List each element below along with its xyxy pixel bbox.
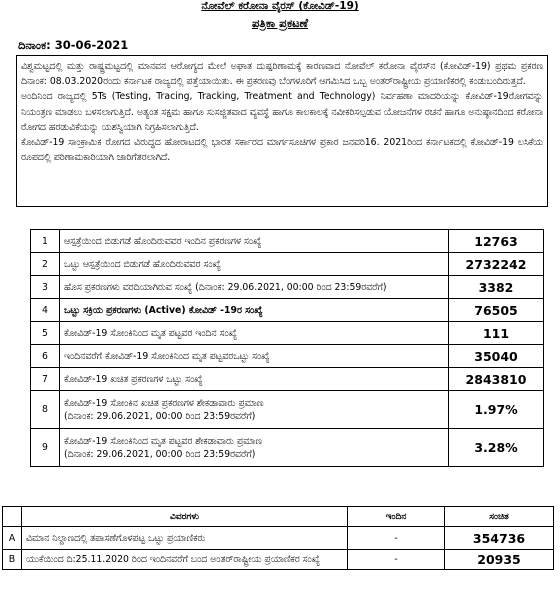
header-cumulative: ಸಂಚಿತ [445,507,554,527]
document-date: ದಿನಾಂಕ: 30-06-2021 [18,38,129,52]
row-number: 9 [31,429,60,467]
row-label: A [3,527,22,550]
table-row [31,429,544,467]
row-value: 2732242 [449,253,544,276]
travel-table [2,506,554,570]
table-row [31,230,544,253]
row-description: ಕೋವಿಡ್-19 ಸೋಂಕಿನಿಂದ ಮೃತ ಪಟ್ಟವರ ಇಂದಿನ ಸಂಖ್ಯೆ [60,322,449,345]
row-description [60,429,449,467]
table-row [31,345,544,368]
stats-table [30,229,544,467]
table-row [31,391,544,429]
row-description: ಒಟ್ಟು ಆಸ್ಪತ್ರೆಯಿಂದ ಬಿಡುಗಡೆ ಹೊಂದಿರುವವರ ಸಂಖ್ಯೆ [60,253,449,276]
header-blank [3,507,22,527]
document-subtitle: ಪತ್ರಿಕಾ ಪ್ರಕಟಣೆ [251,16,309,30]
row-number: 1 [31,230,60,253]
row-description: ಇಂದಿನವರೆಗೆ ಕೋವಿಡ್-19 ಸೋಂಕಿನಿಂದ ಮೃತ ಪಟ್ಟವರಒಟ್ಟು ಸಂಖ್ಯೆ [60,345,449,368]
table-header-row [3,507,554,527]
table-row [31,253,544,276]
row-cumulative: 20935 [445,550,554,570]
intro-paragraph-1: ವಿಶ್ವಮಟ್ಟದಲ್ಲಿ ಮತ್ತು ರಾಷ್ಟ್ರಮಟ್ಟದಲ್ಲಿ ಮಾನವನ ಆರೋಗ್ಯದ ಮೇಲೆ ಅಘಾತ ದುಷ್ಪರಿಣಾಮಕ್ಕೆ ಕಾರಣವಾದ ನೋವೆಲ್ ಕರೋನಾ ವೈರಸ್‌ನ (ಕೋವಿಡ್-19) ಪ್ರಥಮ ಪ್ರಕರಣ ದಿನಾಂಕ: 08.03.2020ರಂದು ಕರ್ನಾಟಕ ರಾಜ್ಯದಲ್ಲಿ ಪತ್ತೆಯಾಯಿತು. ಈ ಪ್ರಕರಣವು ಬೆಂಗಳೂರಿಗೆ ಆಗಮಿಸಿದ ಒಬ್ಬ ಅಂತರ್‌ರಾಷ್ಟ್ರೀಯ ಪ್ರಯಾಣಿಕರಲ್ಲಿ ಕಂಡುಬಂದಿರುತ್ತದೆ. [21,61,543,88]
row-number: 4 [31,299,60,322]
intro-paragraph-2: ಅಂದಿನಿಂದ ರಾಜ್ಯದಲ್ಲಿ 5Ts (Testing, Tracing, Tracking, Treatment and Technology) ನಿರ್ವಹಣಾ ಮಾದರಿಯನ್ನು ಕೋವಿಡ್-19ರೋಗವನ್ನು ನಿಯಂತ್ರಣ ಮಾಡಲು ಬಳಸಲಾಗುತ್ತಿದೆ. ಅತ್ಯಂತ ಸಕ್ಷಮ ಹಾಗೂ ಸುಸಜ್ಜಿತವಾದ ವ್ಯವಸ್ಥೆ ಹಾಗೂ ಕಾಲಕಾಲಕ್ಕೆ ನವೀಕರಿಸಲ್ಪಡುವ ಯೋಜನೆಗಳ ರಚನೆ ಹಾಗೂ ಅನುಷ್ಠಾನದಿಂದ ಕರೋನಾ ರೋಗದ ಹರಡುವಿಕೆಯನ್ನು ಯಶಸ್ವಿಯಾಗಿ ನಿಗ್ರಹಿಸಲಾಗುತ್ತಿದೆ. [21,91,543,133]
row-value: 12763 [449,230,544,253]
row-number: 8 [31,391,60,429]
header-details: ವಿವರಗಳು [22,507,348,527]
row-description: ಒಟ್ಟು ಸಕ್ರಿಯ ಪ್ರಕರಣಗಳು (Active) ಕೋವಿಡ್ -19ರ ಸಂಖ್ಯೆ [60,299,449,322]
row-description: ಆಸ್ಪತ್ರೆಯಿಂದ ಬಿಡುಗಡೆ ಹೊಂದಿರುವವರ ಇಂದಿನ ಪ್ರಕರಣಗಳ ಸಂಖ್ಯೆ [60,230,449,253]
table-row [3,527,554,550]
document-title: ನೋವೆಲ್ ಕರೋನಾ ವೈರಸ್ (ಕೋವಿಡ್-19) [201,0,359,12]
row-description [60,391,449,429]
row-value: 3.28% [449,429,544,467]
row-today: - [348,527,445,550]
row-number: 3 [31,276,60,299]
row-value: 35040 [449,345,544,368]
row-label: B [3,550,22,570]
row-description: ಯುಕೆಯಿಂದ ದಿ:25.11.2020 ರಿಂದ ಇಂದಿನವರೆಗೆ ಬಂದ ಅಂತರ್‌ರಾಷ್ಟ್ರೀಯ ಪ್ರಯಾಣಿಕರ ಸಂಖ್ಯೆ [22,550,348,570]
row-number: 7 [31,368,60,391]
intro-box [16,55,548,207]
row-number: 5 [31,322,60,345]
row-today: - [348,550,445,570]
row-description: ಹೊಸ ಪ್ರಕರಣಗಳು ವರದಿಯಾಗಿರುವ ಸಂಖ್ಯೆ (ದಿನಾಂಕ: 29.06.2021, 00:00 ರಿಂದ 23:59ರವರೆಗೆ) [60,276,449,299]
row-description: ವಿಮಾನ ನಿಲ್ದಾಣದಲ್ಲಿ ತಪಾಸಣೆಗೊಳಪಟ್ಟ ಒಟ್ಟು ಪ್ರಯಾಣಿಕರು [22,527,348,550]
row-description-line2: (ದಿನಾಂಕ: 29.06.2021, 00:00 ರಿಂದ 23:59ರವರೆಗೆ) [64,410,256,422]
row-number: 2 [31,253,60,276]
row-cumulative: 354736 [445,527,554,550]
header-today: ಇಂದಿನ [348,507,445,527]
row-value: 3382 [449,276,544,299]
intro-paragraph-3: ಕೋವಿಡ್-19 ಸಾಂಕ್ರಾಮಿಕ ರೋಗದ ವಿರುದ್ಧದ ಹೋರಾಟದಲ್ಲಿ ಭಾರತ ಸರ್ಕಾರದ ಮಾರ್ಗಸೂಚಿಗಳ ಪ್ರಕಾರ ಜನವರಿ16. 2021ರಿಂದ ಕರ್ನಾಟಕದಲ್ಲಿ ಕೋವಿಡ್-19 ಲಸಿಕೆಯ ರೂಪದಲ್ಲಿ ಪರಿಣಾಮಕಾರಿಯಾಗಿ ಜಾರಿಗೆತರಲಾಗಿದೆ. [21,137,543,164]
table-row [31,322,544,345]
table-row [31,368,544,391]
row-description-line2: (ದಿನಾಂಕ: 29.06.2021, 00:00 ರಿಂದ 23:59ರವರೆಗೆ) [64,448,256,460]
row-description-line1: ಕೋವಿಡ್-19 ಸೋಂಕಿನ ಖಚಿತ ಪ್ರಕರಣಗಳ ಶೇಕಡಾವಾರು ಪ್ರಮಾಣ [64,397,264,409]
table-row [31,299,544,322]
row-value: 76505 [449,299,544,322]
row-value: 111 [449,322,544,345]
row-number: 6 [31,345,60,368]
row-description-line1: ಕೋವಿಡ್-19 ಸೋಂಕಿನಿಂದ ಮೃತ ಪಟ್ಟವರ ಶೇಕಡಾವಾರು ಪ್ರಮಾಣ [64,435,262,447]
row-value: 2843810 [449,368,544,391]
row-description: ಕೋವಿಡ್-19 ಖಚಿತ ಪ್ರಕರಣಗಳ ಒಟ್ಟು ಸಂಖ್ಯೆ [60,368,449,391]
row-value: 1.97% [449,391,544,429]
table-row [3,550,554,570]
table-row [31,276,544,299]
